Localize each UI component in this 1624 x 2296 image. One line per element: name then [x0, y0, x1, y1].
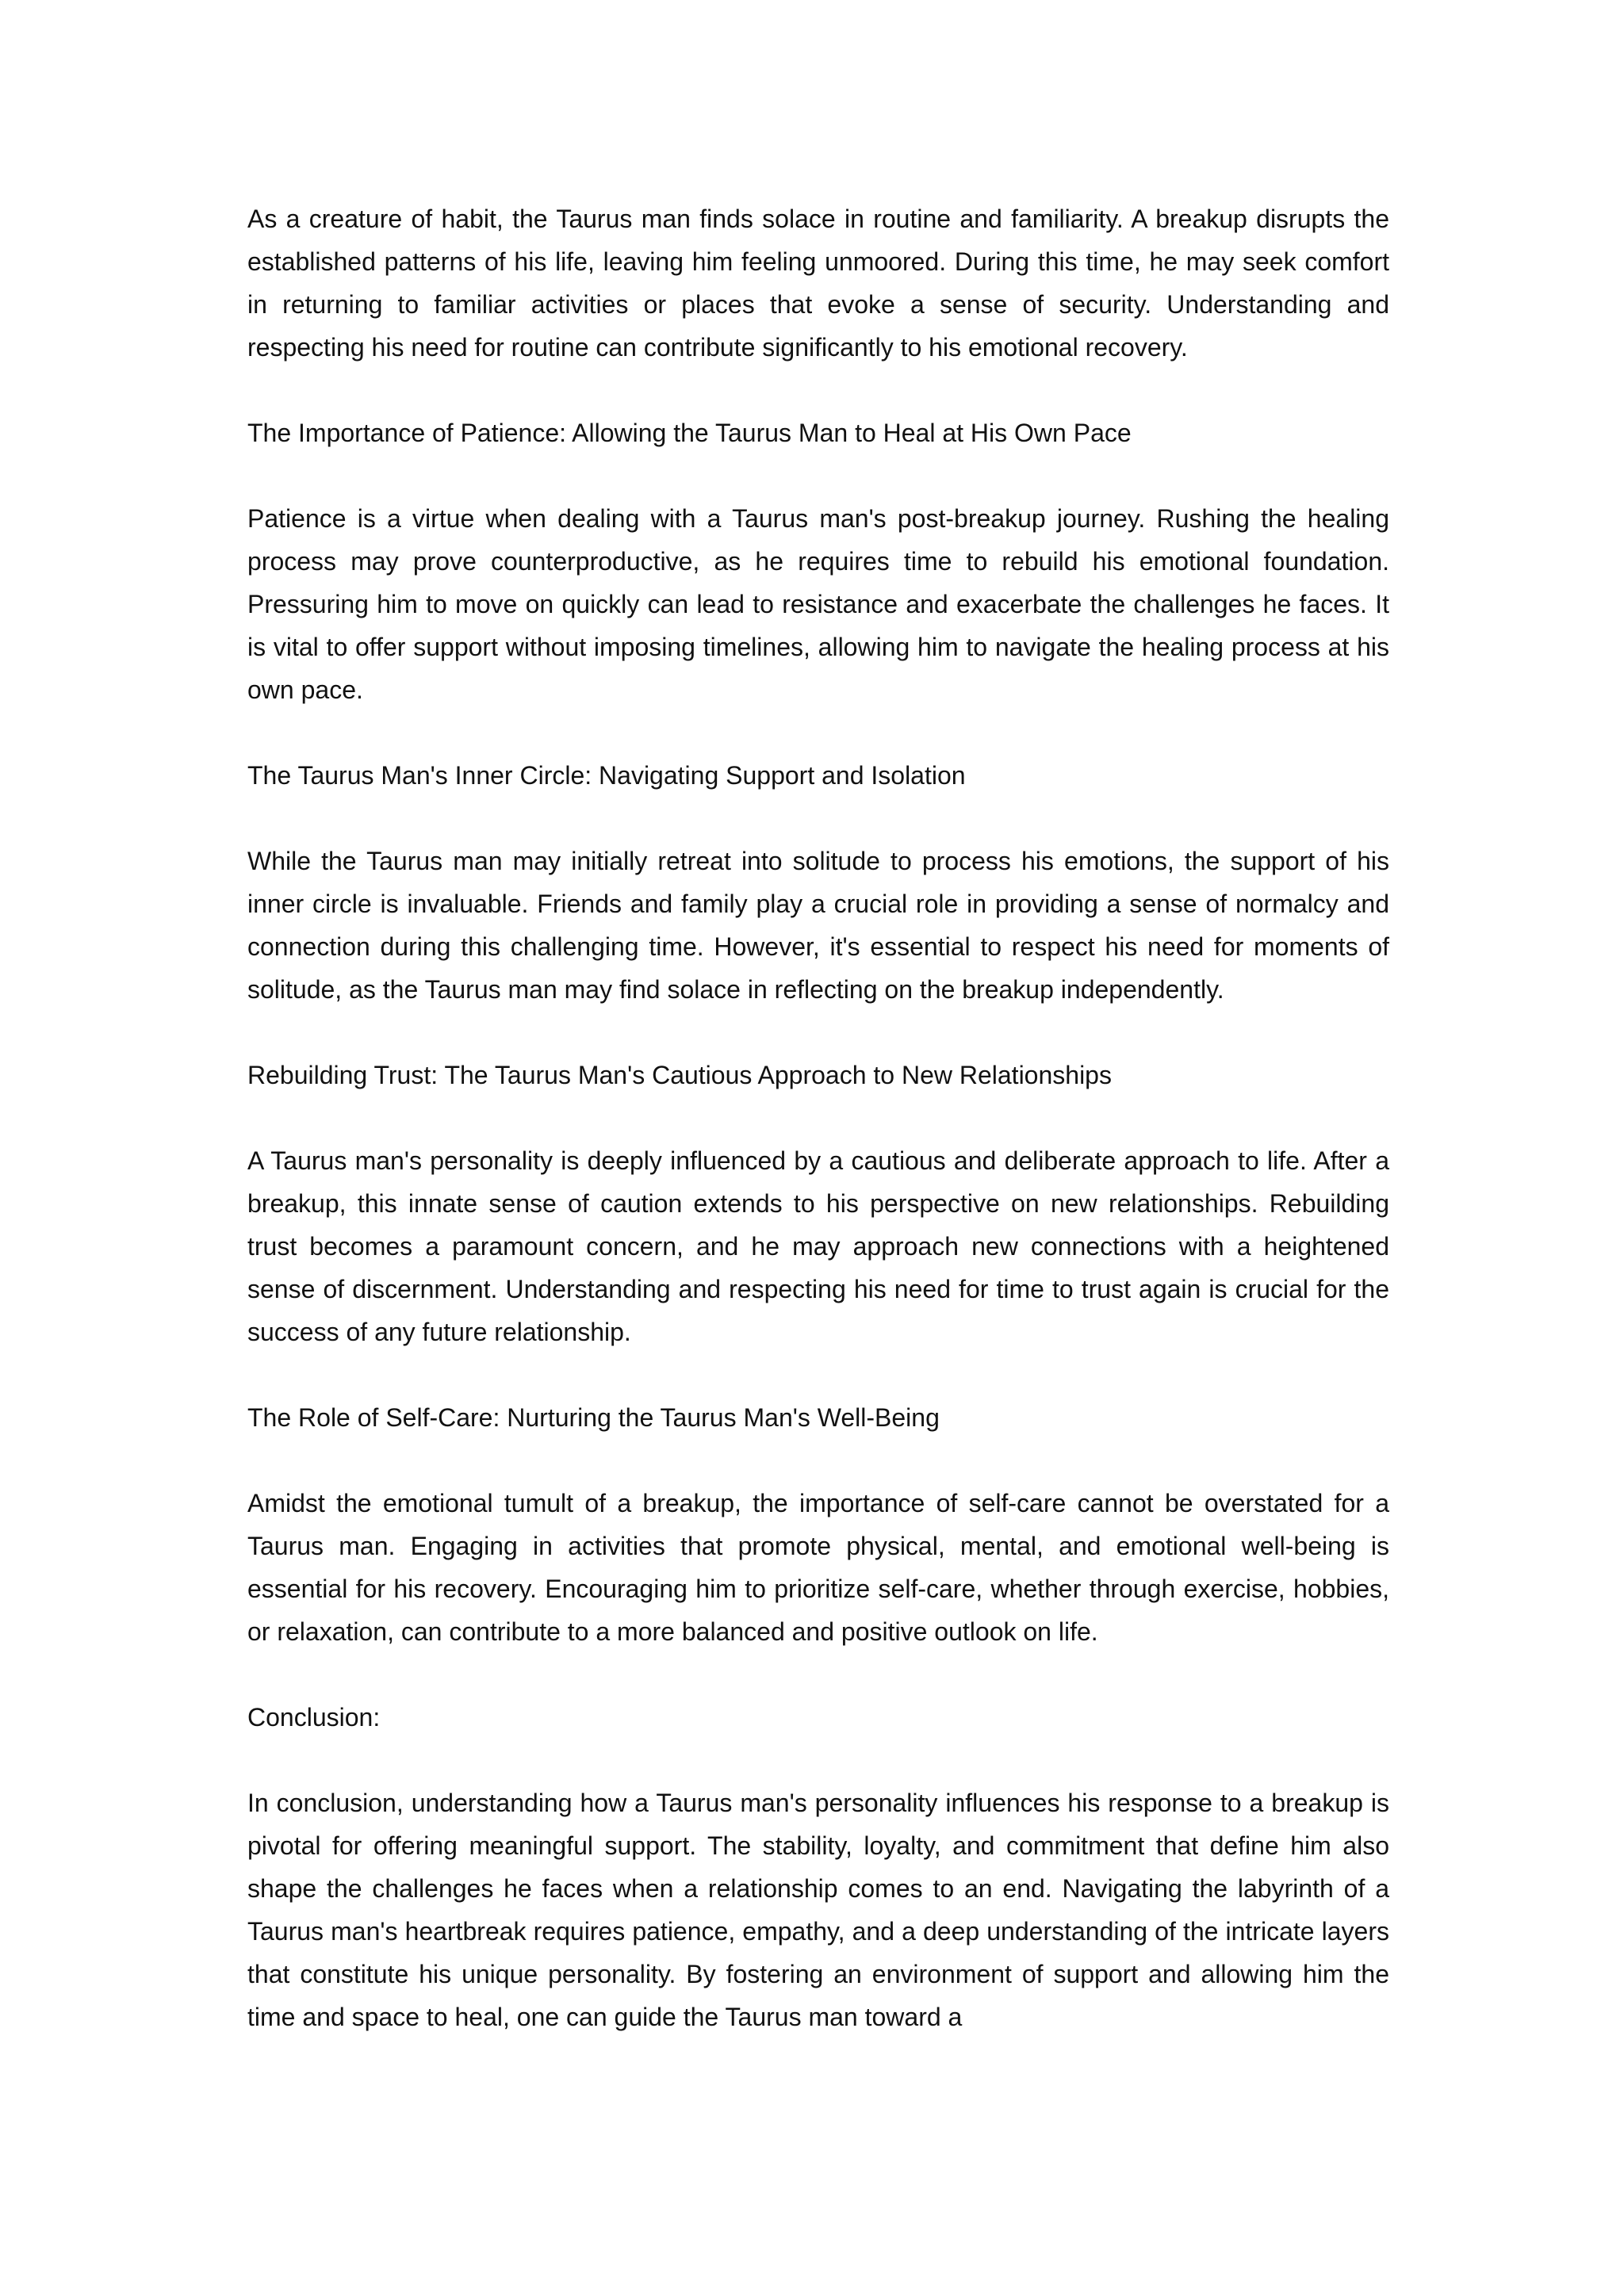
paragraph-rebuilding-trust: A Taurus man's personality is deeply influenced by a cautious and deliberate approach to life. After a breakup, this innate sense of caution extends to his perspective on new relationships. Rebuilding trust becomes a paramount concern, and he may approach new connections with a heightened sense of discernment. Understanding and respecting his need for time to trust again is crucial for the success of any future relationship. [247, 1146, 1389, 1346]
heading-conclusion: Conclusion: [247, 1703, 381, 1732]
heading-self-care: The Role of Self-Care: Nurturing the Taurus Man's Well-Being [247, 1403, 940, 1432]
paragraph-self-care: Amidst the emotional tumult of a breakup, the importance of self-care cannot be overstated for a Taurus man. Engaging in activities that promote physical, mental, and emotional well-being is essential for his recovery. Encouraging him to prioritize self-care, whether through exercise, hobbies, or relaxation, can contribute to a more balanced and positive outlook on life. [247, 1489, 1389, 1646]
paragraph-inner-circle: While the Taurus man may initially retreat into solitude to process his emotions, the support of his inner circle is invaluable. Friends and family play a crucial role in providing a sense of normalcy and connection during this challenging time. However, it's essential to respect his need for moments of solitude, as the Taurus man may find solace in reflecting on the breakup independently. [247, 847, 1389, 1004]
heading-inner-circle: The Taurus Man's Inner Circle: Navigating Support and Isolation [247, 761, 966, 790]
heading-patience: The Importance of Patience: Allowing the Taurus Man to Heal at His Own Pace [247, 419, 1132, 447]
document-page [247, 197, 1389, 2038]
heading-rebuilding-trust: Rebuilding Trust: The Taurus Man's Cautious Approach to New Relationships [247, 1061, 1112, 1089]
paragraph-patience: Patience is a virtue when dealing with a Taurus man's post-breakup journey. Rushing the healing process may prove counterproductive, as he requires time to rebuild his emotional foundation. Pressuring him to move on quickly can lead to resistance and exacerbate the challenges he faces. It is vital to offer support without imposing timelines, allowing him to navigate the healing process at his own pace. [247, 504, 1389, 704]
paragraph-conclusion: In conclusion, understanding how a Taurus man's personality influences his response to a breakup is pivotal for offering meaningful support. The stability, loyalty, and commitment that define him also shape the challenges he faces when a relationship comes to an end. Navigating the labyrinth of a Taurus man's heartbreak requires patience, empathy, and a deep understanding of the intricate layers that constitute his unique personality. By fostering an environment of support and allowing him the time and space to heal, one can guide the Taurus man toward a [247, 1789, 1389, 2031]
paragraph-routine: As a creature of habit, the Taurus man finds solace in routine and familiarity. A breakup disrupts the established patterns of his life, leaving him feeling unmoored. During this time, he may seek comfort in returning to familiar activities or places that evoke a sense of security. Understanding and respecting his need for routine can contribute significantly to his emotional recovery. [247, 205, 1389, 362]
